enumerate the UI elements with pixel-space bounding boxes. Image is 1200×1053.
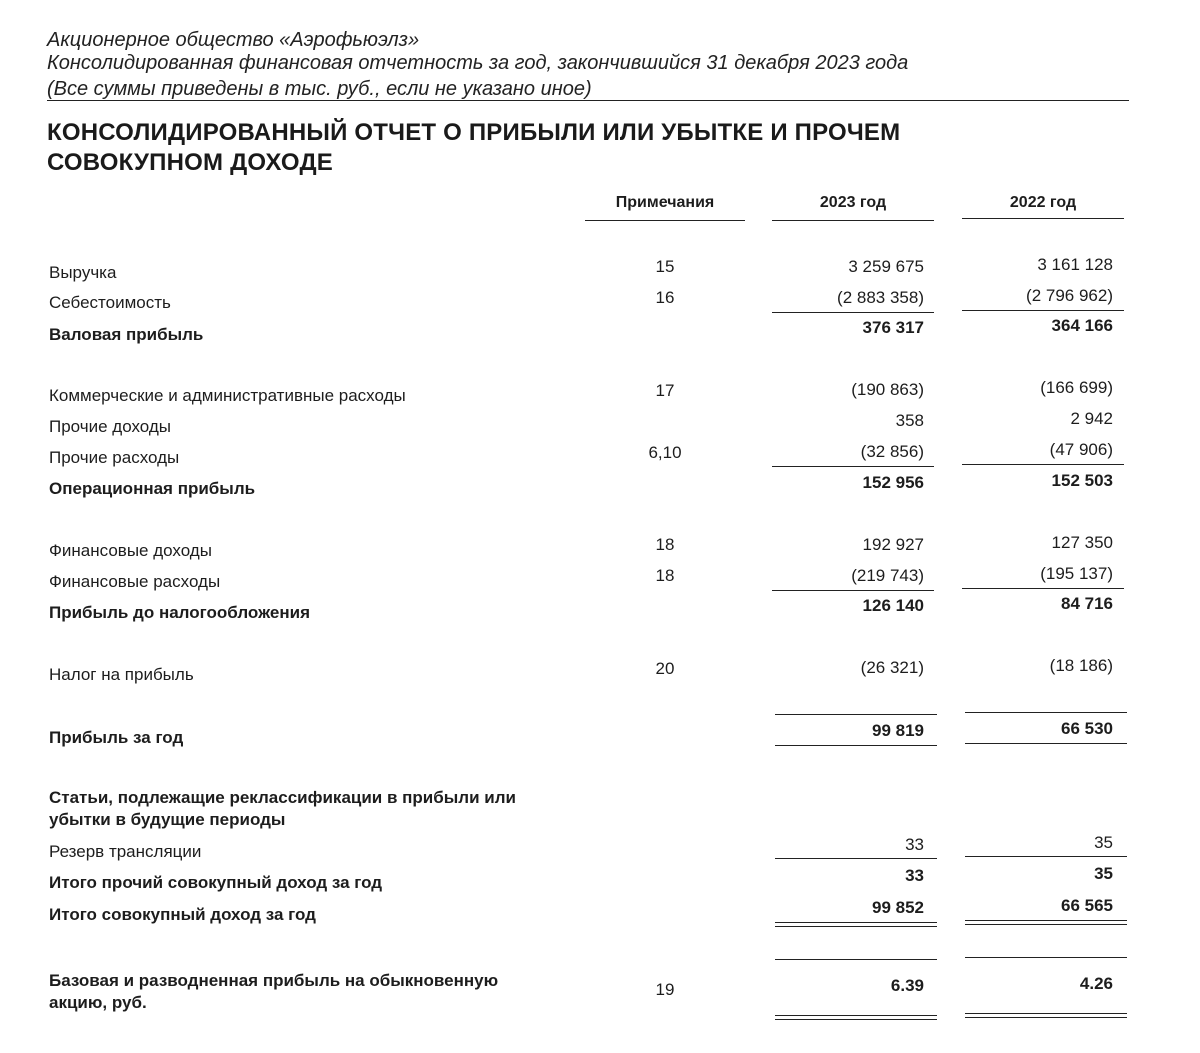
row-label-total-ci: Итого совокупный доход за год	[49, 905, 316, 924]
row-value-2023-finance-income: 192 927	[862, 535, 924, 554]
subtotal-line	[775, 959, 937, 960]
row-label-revenue: Выручка	[49, 263, 117, 282]
double-underline	[775, 1015, 937, 1016]
row-value-2022-cost: (2 796 962)	[1026, 286, 1113, 305]
subtotal-line	[965, 712, 1127, 713]
statement-title-line2: СОВОКУПНОМ ДОХОДЕ	[47, 149, 333, 176]
units-note: (Все суммы приведены в тыс. руб., если не указано иное)	[47, 78, 592, 100]
row-label-finance-expenses: Финансовые расходы	[49, 572, 221, 591]
row-label-total-oci: Итого прочий совокупный доход за год	[49, 873, 383, 892]
row-value-2022-gross-profit: 364 166	[1051, 316, 1113, 335]
row-value-2023-profit-for-year: 99 819	[872, 721, 924, 740]
row-value-2023-revenue: 3 259 675	[848, 257, 924, 276]
subtotal-line	[772, 590, 934, 591]
row-value-2022-eps: 4.26	[1079, 974, 1113, 993]
double-underline	[965, 1017, 1127, 1018]
row-value-2023-total-ci: 99 852	[872, 898, 924, 917]
row-value-2022-income-tax: (18 186)	[1049, 656, 1113, 675]
subtotal-line	[962, 310, 1124, 311]
double-underline	[965, 920, 1127, 921]
row-value-2023-other-income: 358	[895, 411, 924, 430]
row-value-2022-finance-expenses: (195 137)	[1040, 564, 1113, 583]
row-value-2023-translation-reserve: 33	[905, 835, 924, 854]
row-value-2022-profit-for-year: 66 530	[1061, 719, 1113, 738]
report-scope: Консолидированная финансовая отчетность за год, закончившийся 31 декабря 2023 года	[47, 52, 909, 74]
row-label-cost: Себестоимость	[49, 293, 171, 312]
subtotal-line	[772, 312, 934, 313]
double-underline	[965, 1013, 1127, 1014]
row-note-income-tax: 20	[655, 659, 675, 678]
subtotal-line	[962, 588, 1124, 589]
column-header-2022: 2022 год	[1009, 194, 1077, 211]
row-value-2022-sga: (166 699)	[1040, 378, 1113, 397]
subtotal-line	[965, 856, 1127, 857]
row-value-2023-sga: (190 863)	[851, 380, 924, 399]
row-label-gross-profit: Валовая прибыль	[49, 325, 204, 344]
row-label-income-tax: Налог на прибыль	[49, 665, 194, 684]
row-value-2022-revenue: 3 161 128	[1037, 255, 1113, 274]
row-note-sga: 17	[655, 381, 675, 400]
row-note-finance-income: 18	[655, 535, 675, 554]
row-value-2022-other-expenses: (47 906)	[1049, 440, 1113, 459]
row-value-2023-income-tax: (26 321)	[860, 658, 924, 677]
row-note-eps: 19	[655, 980, 675, 999]
row-note-finance-expenses: 18	[655, 566, 675, 585]
double-underline	[775, 922, 937, 923]
row-label-profit-before-tax: Прибыль до налогообложения	[49, 603, 310, 622]
row-note-other-expenses: 6,10	[648, 443, 682, 462]
row-value-2022-total-oci: 35	[1094, 864, 1113, 883]
row-label-profit-for-year: Прибыль за год	[49, 728, 184, 747]
row-value-2023-other-expenses: (32 856)	[860, 442, 924, 461]
section-heading-oci: Статьи, подлежащие реклассификации в прибыли или убытки в будущие периоды	[49, 788, 516, 829]
statement-title	[47, 118, 900, 178]
double-underline	[775, 926, 937, 927]
company-name: Акционерное общество «Аэрофьюэлз»	[47, 29, 420, 51]
row-note-revenue: 15	[655, 257, 675, 276]
column-header-underline	[962, 218, 1124, 219]
double-underline	[775, 1019, 937, 1020]
subtotal-line	[772, 466, 934, 467]
row-label-other-income: Прочие доходы	[49, 417, 171, 436]
row-value-2022-operating-profit: 152 503	[1051, 471, 1113, 490]
row-label-finance-income: Финансовые доходы	[49, 541, 212, 560]
row-value-2023-eps: 6.39	[890, 976, 924, 995]
row-value-2023-total-oci: 33	[905, 866, 924, 885]
row-value-2023-gross-profit: 376 317	[862, 318, 924, 337]
row-value-2023-profit-before-tax: 126 140	[862, 596, 924, 615]
row-value-2022-other-income: 2 942	[1070, 409, 1113, 428]
statement-title-line1: КОНСОЛИДИРОВАННЫЙ ОТЧЕТ О ПРИБЫЛИ ИЛИ УБЫТКЕ И ПРОЧЕМ	[47, 119, 901, 146]
subtotal-line	[775, 858, 937, 859]
row-label-operating-profit: Операционная прибыль	[49, 479, 256, 498]
row-value-2023-finance-expenses: (219 743)	[851, 566, 924, 585]
row-value-2022-profit-before-tax: 84 716	[1061, 594, 1113, 613]
row-value-2023-cost: (2 883 358)	[837, 288, 924, 307]
row-label-eps: Базовая и разводненная прибыль на обыкновенную акцию, руб.	[49, 971, 499, 1012]
row-value-2022-translation-reserve: 35	[1094, 833, 1113, 852]
row-label-other-expenses: Прочие расходы	[49, 448, 180, 467]
header-rule	[47, 100, 1129, 101]
column-header-notes: Примечания	[615, 194, 715, 211]
row-value-2022-finance-income: 127 350	[1051, 533, 1113, 552]
subtotal-line	[775, 745, 937, 746]
row-value-2022-total-ci: 66 565	[1061, 896, 1113, 915]
row-note-cost: 16	[655, 288, 675, 307]
row-value-2023-operating-profit: 152 956	[862, 473, 924, 492]
subtotal-line	[965, 957, 1127, 958]
column-header-2023: 2023 год	[819, 194, 887, 211]
row-label-sga: Коммерческие и административные расходы	[49, 386, 406, 405]
subtotal-line	[965, 743, 1127, 744]
column-header-underline	[585, 220, 745, 221]
subtotal-line	[775, 714, 937, 715]
column-header-underline	[772, 220, 934, 221]
subtotal-line	[962, 464, 1124, 465]
double-underline	[965, 924, 1127, 925]
row-label-translation-reserve: Резерв трансляции	[49, 842, 202, 861]
